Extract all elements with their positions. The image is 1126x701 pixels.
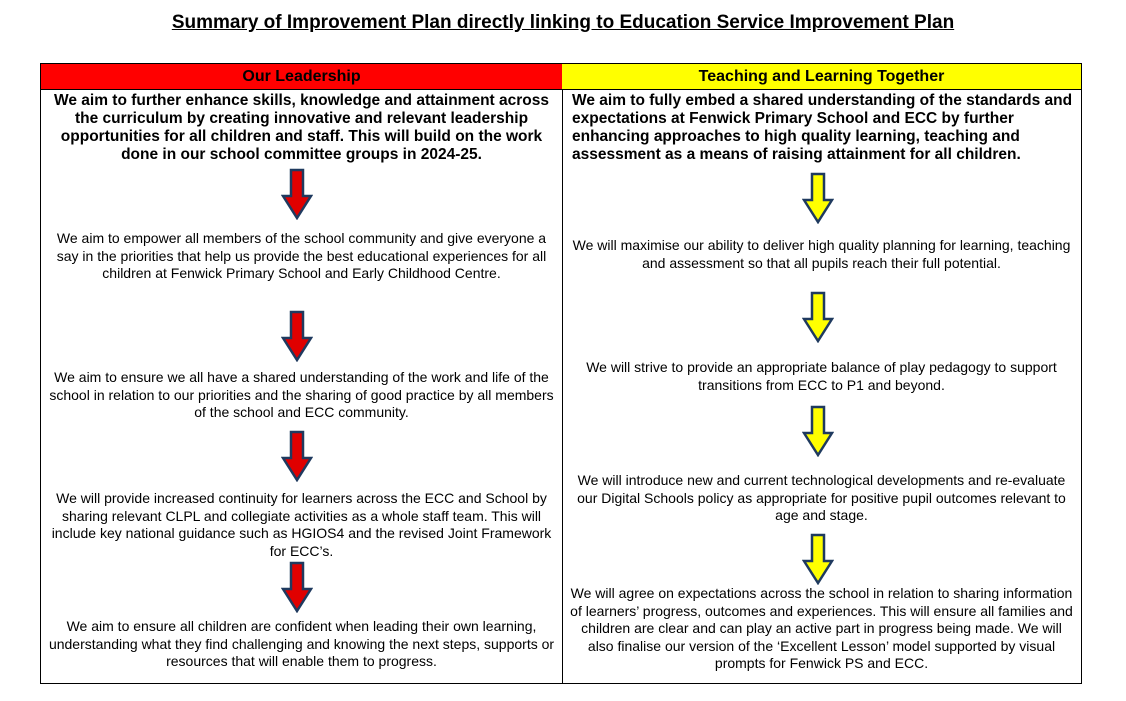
teaching-item-2: We will strive to provide an appropriate balance of play pedagogy to support transitions from ECC to P1 and beyond.	[586, 359, 1057, 393]
teaching-arrow-1	[802, 172, 834, 224]
teaching-item-4: We will agree on expectations across the school in relation to sharing information of learners’ progress, outcomes and experiences. This will ensure all families and children are clear and can play an active part in progress being made. We will also finalise our version of the ‘Excellent Lesson’ model supported by visual prompts for Fenwick PS and ECC.	[570, 585, 1073, 671]
teaching-column	[562, 64, 1081, 683]
teaching-item-1: We will maximise our ability to deliver high quality planning for learning, teaching and assessment so that all pupils reach their full potential.	[572, 237, 1071, 271]
page-title: Summary of Improvement Plan directly linking to Education Service Improvement Plan	[171, 12, 955, 33]
leadership-arrow-3	[281, 430, 313, 482]
teaching-arrow-3	[802, 405, 834, 457]
leadership-item-1: We aim to empower all members of the school community and give everyone a say in the priorities that help us provide the best educational experiences for all children at Fenwick Primary School and Early Childhood Centre.	[56, 230, 547, 281]
teaching-item-3: We will introduce new and current technological developments and re-evaluate our Digital Schools policy as appropriate for positive pupil outcomes relevant to age and stage.	[577, 472, 1066, 523]
leadership-column	[41, 64, 563, 683]
plan-table	[40, 63, 1082, 684]
teaching-arrow-2	[802, 291, 834, 343]
leadership-arrow-2	[281, 310, 313, 362]
leadership-arrow-4	[281, 561, 313, 613]
leadership-item-4: We aim to ensure all children are confident when leading their own learning, understanding what they find challenging and knowing the next steps, supports or resources that will enable them to progress.	[48, 618, 555, 669]
teaching-intro: We aim to fully embed a shared understanding of the standards and expectations at Fenwick Primary School and ECC by further enhancing approaches to high quality learning, teaching and assessment as a means of raising attainment for all children.	[572, 92, 1073, 163]
leadership-item-3: We will provide increased continuity for learners across the ECC and School by sharing relevant CLPL and collegiate activities as a whole staff team. This will include key national guidance such as HGIOS4 and the revised Joint Framework for ECC’s.	[51, 490, 552, 559]
leadership-arrow-1	[281, 168, 313, 220]
leadership-item-2: We aim to ensure we all have a shared understanding of the work and life of the school in relation to our priorities and the sharing of good practice by all members of the school and ECC community.	[49, 369, 554, 420]
leadership-header: Our Leadership	[41, 64, 562, 90]
leadership-intro: We aim to further enhance skills, knowledge and attainment across the curriculum by creating innovative and relevant leadership opportunities for all children and staff. This will build on the work done in our school committee groups in 2024-25.	[54, 92, 549, 163]
teaching-arrow-4	[802, 533, 834, 585]
teaching-header: Teaching and Learning Together	[562, 64, 1081, 90]
